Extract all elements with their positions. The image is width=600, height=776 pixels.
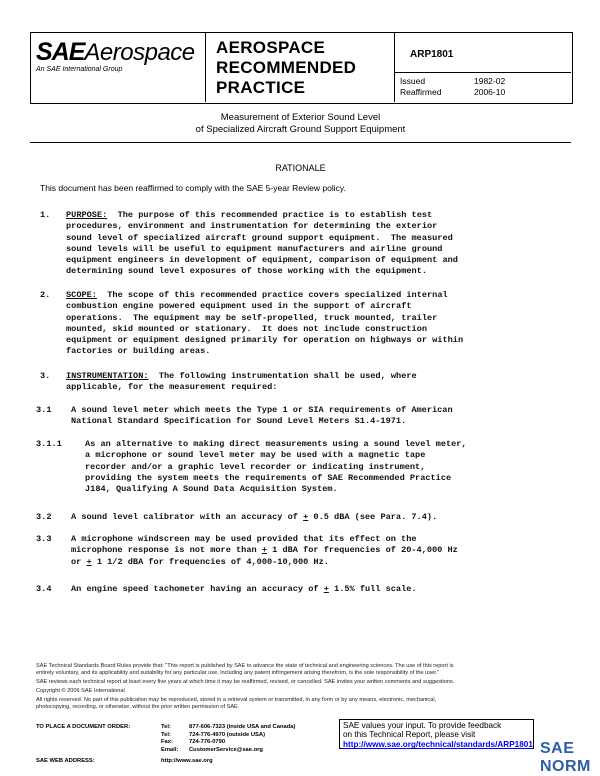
- reaffirmed-label: Reaffirmed: [400, 87, 442, 97]
- section-3-1: A sound level meter which meets the Type 1 or SIA requirements of American National Standard Specification for Sound Level Meters S1.4-1971.: [71, 405, 453, 427]
- section-body: The following instrumentation shall be used, where applicable, for the measurement required:: [66, 371, 417, 393]
- reaffirmed-value: 2006-10: [474, 87, 506, 97]
- section-number: 1.: [40, 210, 51, 220]
- text-span: 1 dBA for frequencies of 20-4,000 Hz: [266, 545, 458, 556]
- feedback-box: [339, 719, 534, 749]
- doc-type-line: AEROSPACE: [216, 38, 326, 57]
- tel-label: Tel:: [161, 731, 171, 738]
- footer-line: entirely voluntary, and its applicability and suitability for any particular use, including any patent infringement arising therefrom, is the sole responsibility of the user.": [36, 670, 440, 676]
- text-line: [71, 545, 458, 556]
- logo-subtitle: An SAE International Group: [36, 66, 123, 73]
- email-label: Email:: [161, 746, 179, 753]
- text-span: A sound level calibrator with an accuracy of: [71, 512, 304, 522]
- section-3-2: [71, 512, 437, 523]
- section-number: 3.1.1: [36, 439, 62, 449]
- tel-value: 724-776-4970 (outside USA): [189, 731, 266, 738]
- doc-number: ARP1801: [410, 49, 454, 60]
- footer-line: All rights reserved. No part of this publication may be reproduced, stored in a retrieval system or transmitted, in any form or by any means, electronic, mechanical,: [36, 697, 437, 703]
- section-3-1-1: As an alternative to making direct measurements using a sound level meter, a microphone or sound level meter may be used with a magnetic tape recorder and/or a graphic level recorder or indicating instrument, providing the system meets the requirements of SAE Recommended Practice J184, Qualifying A Sound Data Acquisition System.: [85, 439, 467, 495]
- section-purpose: [66, 210, 458, 278]
- title-line: of Specialized Aircraft Ground Support Equipment: [195, 124, 406, 135]
- section-body: The purpose of this recommended practice is to establish test procedures, environment and instrumentation for determining the exterior sound level of specialized aircraft ground support equipment. The measured sound levels will be useful to equipment manufacturers and airline ground equipment engineers in development of equipment, comparison of equipment and determining sound level exposures of those working with the equipment.: [66, 210, 458, 277]
- rationale-heading: RATIONALE: [275, 163, 326, 173]
- logo-sae-text: SAE: [36, 38, 85, 66]
- doc-type-line: RECOMMENDED: [216, 58, 357, 77]
- plus-minus: +: [323, 584, 329, 594]
- section-number: 3.2: [36, 512, 52, 522]
- title-line: Measurement of Exterior Sound Level: [220, 112, 381, 123]
- text-line: A microphone windscreen may be used provided that its effect on the: [71, 534, 417, 544]
- email-link[interactable]: CustomerService@sae.org: [189, 746, 263, 753]
- section-number: 3.1: [36, 405, 52, 415]
- section-body: The scope of this recommended practice covers specialized internal combustion engine powered equipment used in the support of aircraft operations. The equipment may be self-propelled, truck mounted, trailer mounted, skid mounted or stationary. It does not include construction equipment or equipment designed primarily for operation on highways or within factories or building areas.: [66, 290, 464, 357]
- order-label: TO PLACE A DOCUMENT ORDER:: [36, 724, 131, 730]
- doc-type-title: [216, 38, 356, 98]
- plus-minus: +: [86, 556, 92, 567]
- tel-value: 877-606-7323 (inside USA and Canada): [189, 724, 296, 730]
- text-span: An engine speed tachometer having an accuracy of: [71, 584, 324, 594]
- section-3-4: [71, 584, 417, 595]
- feedback-line: SAE values your input. To provide feedback: [343, 721, 502, 730]
- footer-line: Copyright © 2006 SAE International: [36, 688, 125, 694]
- footer-line: photocopying, recording, or otherwise, without the prior written permission of SAE.: [36, 704, 240, 710]
- text-span: 1.5% full scale.: [328, 584, 417, 594]
- fax-value: 724-776-0790: [189, 739, 226, 746]
- plus-minus: +: [261, 545, 267, 556]
- title-rule: [30, 142, 571, 143]
- tel-label: Tel:: [161, 724, 171, 730]
- footer-line: SAE reviews each technical report at least every five years at which time it may be reaffirmed, revised, or cancelled. SAE invites your written comments and suggestions.: [36, 679, 455, 685]
- text-span: 1 1/2 dBA for frequencies of 4,000-10,000 Hz.: [91, 556, 329, 567]
- sae-norm-watermark: SAE NORM: [540, 740, 591, 775]
- text-span: microphone response is not more than: [71, 545, 262, 556]
- document-title: [30, 112, 571, 136]
- header-divider: [205, 32, 206, 102]
- footer-notice: [36, 663, 454, 711]
- issued-value: 1982-02: [474, 76, 506, 86]
- feedback-line: on this Technical Report, please visit: [343, 730, 476, 740]
- rationale-text: This document has been reaffirmed to comply with the SAE 5-year Review policy.: [40, 183, 346, 193]
- order-contact-labels: [161, 724, 178, 754]
- section-instrumentation: [66, 371, 417, 394]
- section-3-3: [71, 534, 458, 568]
- section-number: 3.3: [36, 534, 52, 544]
- order-contact-values: [189, 724, 295, 754]
- web-address-link[interactable]: http://www.sae.org: [161, 758, 213, 764]
- doc-type-line: PRACTICE: [216, 78, 306, 97]
- section-number: 3.: [40, 371, 51, 381]
- section-heading: SCOPE:: [66, 290, 97, 300]
- logo-aerospace-text: Aerospace: [84, 39, 195, 66]
- text-line: [71, 557, 458, 568]
- header-divider: [394, 32, 395, 102]
- section-heading: INSTRUMENTATION:: [66, 371, 149, 381]
- section-number: 2.: [40, 290, 51, 300]
- fax-label: Fax:: [161, 739, 173, 746]
- web-address-label: SAE WEB ADDRESS:: [36, 758, 95, 764]
- feedback-link[interactable]: http://www.sae.org/technical/standards/ARP1801: [343, 739, 533, 749]
- section-scope: [66, 290, 463, 358]
- footer-line: SAE Technical Standards Board Rules provide that: "This report is published by SAE to advance the state of technical and engineering sciences. The use of this report is: [36, 663, 454, 669]
- issued-label: Issued: [400, 76, 426, 86]
- sae-aerospace-logo: [36, 38, 195, 67]
- text-span: or: [71, 556, 87, 567]
- section-heading: PURPOSE:: [66, 210, 108, 220]
- header-divider: [394, 72, 571, 73]
- plus-minus: +: [303, 512, 309, 522]
- section-number: 3.4: [36, 584, 52, 594]
- text-span: 0.5 dBA (see Para. 7.4).: [308, 512, 438, 522]
